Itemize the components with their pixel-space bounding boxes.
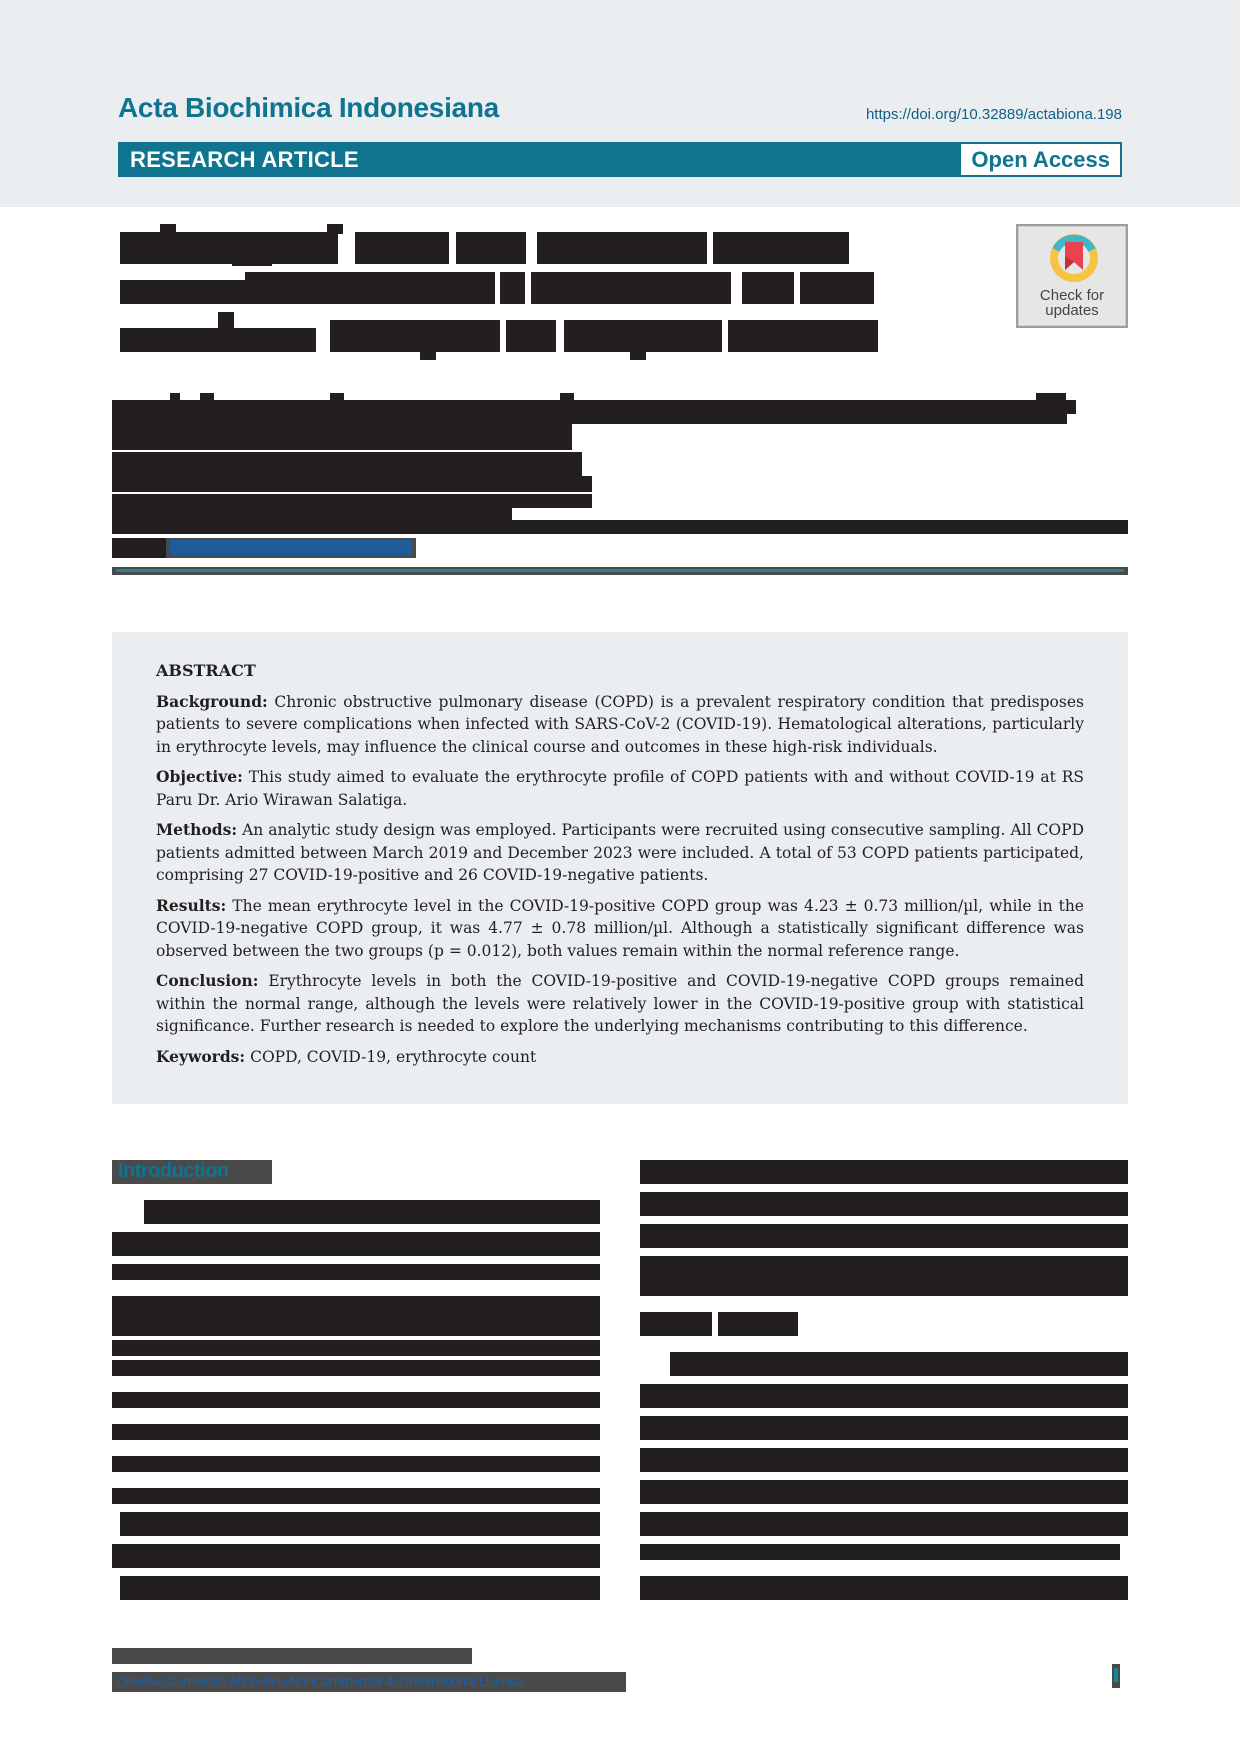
license-link[interactable]: Creative Commons Attribution-NonCommercial 4.0 International License	[116, 1673, 523, 1689]
crossmark-icon	[1048, 232, 1100, 286]
corresponding-email-redacted	[166, 538, 416, 558]
doi-link[interactable]: https://doi.org/10.32889/actabiona.198	[865, 106, 1122, 123]
abstract-box	[112, 632, 1128, 1104]
abstract-results: Results: The mean erythrocyte level in the COVID-19-positive COPD group was 4.23 ± 0.73 million/µl, while in the COVID-19-negative COPD group, it was 4.77 ± 0.78 million/µl. Although a statistically significant difference was observed between the two groups (p = 0.012), both values remain within the normal reference range.	[156, 895, 1084, 960]
open-access-badge: Open Access	[961, 144, 1120, 175]
introduction-heading-box	[112, 1160, 272, 1184]
footer-copyright-redacted	[112, 1648, 472, 1664]
license-box	[112, 1672, 626, 1692]
abstract-heading: ABSTRACT	[156, 661, 256, 680]
abstract-objective: Objective: This study aimed to evaluate the erythrocyte profile of COPD patients with and without COVID-19 at RS Paru Dr. Ario Wirawan Salatiga.	[156, 767, 1084, 809]
article-type-label: RESEARCH ARTICLE	[130, 147, 359, 172]
page-number-redacted	[1112, 1664, 1120, 1688]
abstract-conclusion: Conclusion: Erythrocyte levels in both the COVID-19-positive and COVID-19-negative COPD groups remained within the normal range, although the levels were relatively lower in the COVID-19-positive group with statistical significance. Further research is needed to explore the underlying mechanisms contributing to this difference.	[156, 971, 1084, 1035]
abstract-methods: Methods: An analytic study design was employed. Participants were recruited using consecutive sampling. All COPD patients admitted between March 2019 and December 2023 were included. A total of 53 COPD patients participated, comprising 27 COVID-19-positive and 26 COVID-19-negative patients.	[156, 820, 1084, 884]
article-type-bar	[118, 142, 1122, 177]
journal-name: Acta Biochimica Indonesiana	[118, 92, 499, 123]
introduction-heading: Introduction	[118, 1160, 229, 1182]
abstract-keywords: Keywords: COPD, COVID-19, erythrocyte count	[156, 1046, 537, 1066]
crossmark-label: Check for updates	[1039, 287, 1105, 319]
abstract-background: Background: Chronic obstructive pulmonary disease (COPD) is a prevalent respiratory condition that predisposes patients to severe complications when infected with SARS-CoV-2 (COVID-19). Hematological alterations, particularly in erythrocyte levels, may influence the clinical course and outcomes in these high-risk individuals.	[156, 691, 1084, 756]
check-for-updates-badge[interactable]	[1016, 224, 1128, 328]
section-divider	[112, 567, 1128, 575]
